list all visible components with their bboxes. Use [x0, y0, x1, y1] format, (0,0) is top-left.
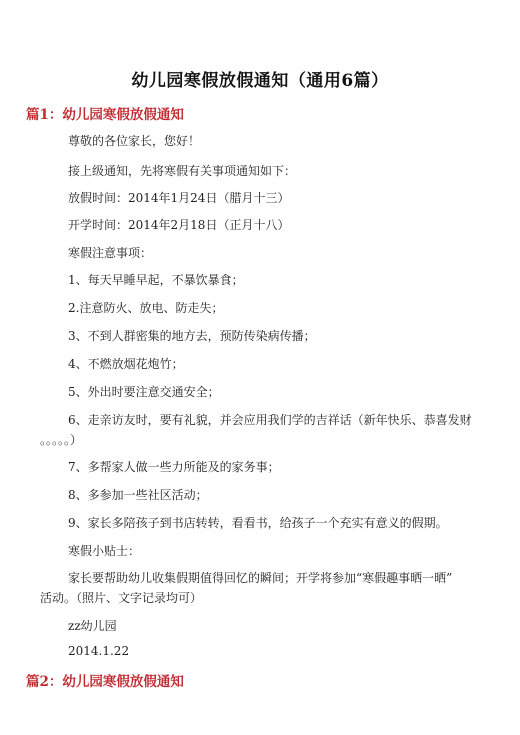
note-item: 1、每天早睡早起，不暴饮暴食；	[68, 273, 244, 287]
section-1-heading: 篇1：幼儿园寒假放假通知	[26, 107, 184, 123]
note-item: 3、不到人群密集的地方去，预防传染病传播；	[68, 329, 316, 343]
intro-paragraph: 接上级通知，先将寒假有关事项通知如下：	[68, 164, 297, 178]
note-item: 9、家长多陪孩子到书店转转，看看书，给孩子一个充实有意义的假期。	[68, 516, 448, 530]
note-item: 7、多帮家人做一些力所能及的家务事；	[68, 460, 280, 474]
tips-title: 寒假小贴士：	[68, 544, 141, 558]
note-item: 2.注意防火、放电、防走失；	[68, 301, 224, 315]
note-item-continuation: 。。。。。）	[40, 433, 83, 447]
document-date: 2014.1.22	[68, 644, 130, 658]
tips-line-continuation: 活动。（照片、文字记录均可）	[40, 591, 203, 605]
note-item: 5、外出时要注意交通安全；	[68, 385, 220, 399]
note-item: 8、多参加一些社区活动；	[68, 488, 208, 502]
greeting: 尊敬的各位家长，您好！	[68, 134, 201, 148]
document-title: 幼儿园寒假放假通知（通用6篇）	[131, 71, 389, 91]
note-item: 6、走亲访友时，要有礼貌，并会应用我们学的吉祥话（新年快乐、恭喜发财	[68, 413, 472, 427]
school-start: 开学时间：2014年2月18日（正月十八）	[68, 218, 290, 232]
signature: zz幼儿园	[68, 619, 117, 633]
section-2-heading: 篇2：幼儿园寒假放假通知	[26, 674, 184, 690]
holiday-start: 放假时间：2014年1月24日（腊月十三）	[68, 191, 290, 205]
notes-title: 寒假注意事项：	[68, 246, 153, 260]
tips-line: 家长要帮助幼儿收集假期值得回忆的瞬间；开学将参加“寒假趣事晒一晒”	[68, 571, 453, 585]
note-item: 4、不燃放烟花炮竹；	[68, 357, 184, 371]
